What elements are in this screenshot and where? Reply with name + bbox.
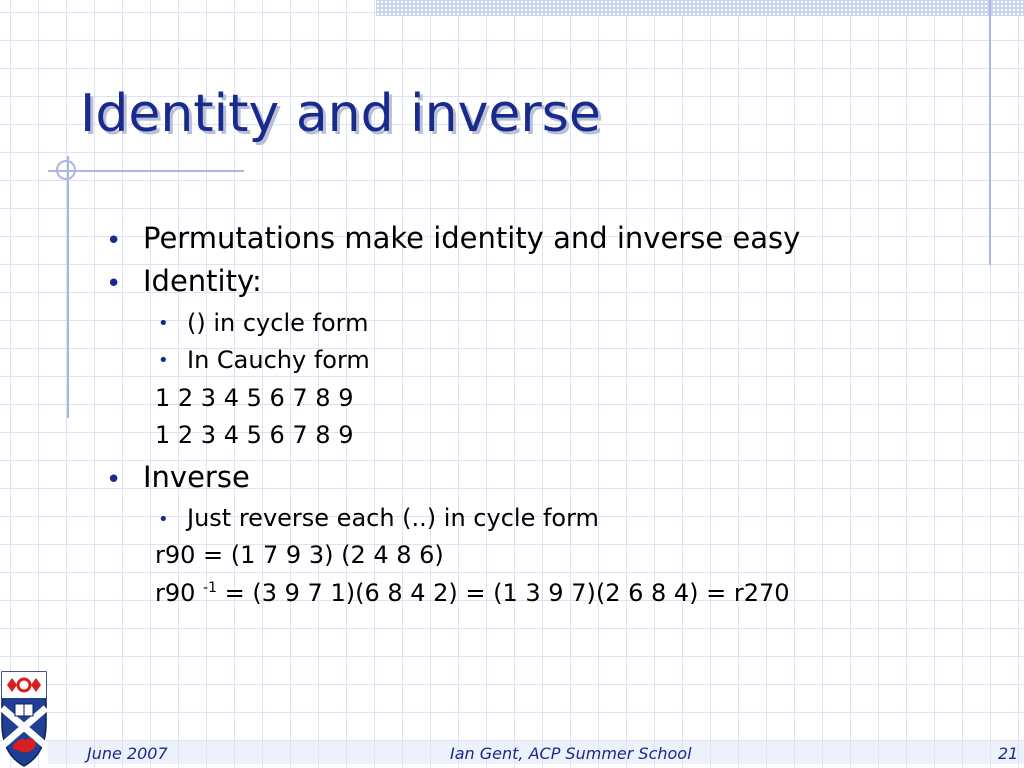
sub-bullet-dot-icon: •	[158, 313, 169, 334]
left-accent-line	[67, 156, 69, 418]
sub-bullet-cycle-form: () in cycle form	[187, 309, 369, 337]
slide-title: Identity and inverse	[80, 84, 601, 144]
bullet-inverse: Inverse	[143, 460, 250, 494]
bullet-identity: Identity:	[143, 264, 262, 298]
sub-bullet-dot-icon: •	[158, 509, 169, 530]
sub-bullet-reverse: Just reverse each (..) in cycle form	[187, 504, 599, 532]
r90-inverse-rest: = (3 9 7 1)(6 8 4 2) = (1 3 9 7)(2 6 8 4) = r270	[217, 579, 790, 607]
sub-bullet-dot-icon: •	[158, 350, 169, 371]
footer-page-number: 21	[998, 744, 1019, 763]
crosshair-decoration-icon	[56, 160, 76, 180]
university-crest-icon	[0, 668, 48, 768]
right-accent-line	[989, 0, 991, 265]
sub-bullet-cauchy-form: In Cauchy form	[187, 346, 370, 374]
title-underline	[48, 170, 244, 172]
r90-definition: r90 = (1 7 9 3) (2 4 8 6)	[155, 541, 444, 569]
footer-date: June 2007	[87, 744, 168, 763]
top-decorative-band	[376, 0, 1024, 16]
footer-author: Ian Gent, ACP Summer School	[450, 744, 692, 763]
cauchy-row-bottom: 1 2 3 4 5 6 7 8 9	[155, 421, 354, 449]
cauchy-row-top: 1 2 3 4 5 6 7 8 9	[155, 384, 354, 412]
r90-inverse	[155, 579, 790, 607]
bullet-dot-icon: •	[106, 269, 122, 299]
bullet-dot-icon: •	[106, 226, 122, 256]
inverse-exponent: -1	[203, 580, 218, 596]
r90-inverse-prefix: r90	[155, 579, 204, 607]
bullet-dot-icon: •	[106, 465, 122, 495]
bullet-permutations: Permutations make identity and inverse easy	[143, 221, 801, 255]
